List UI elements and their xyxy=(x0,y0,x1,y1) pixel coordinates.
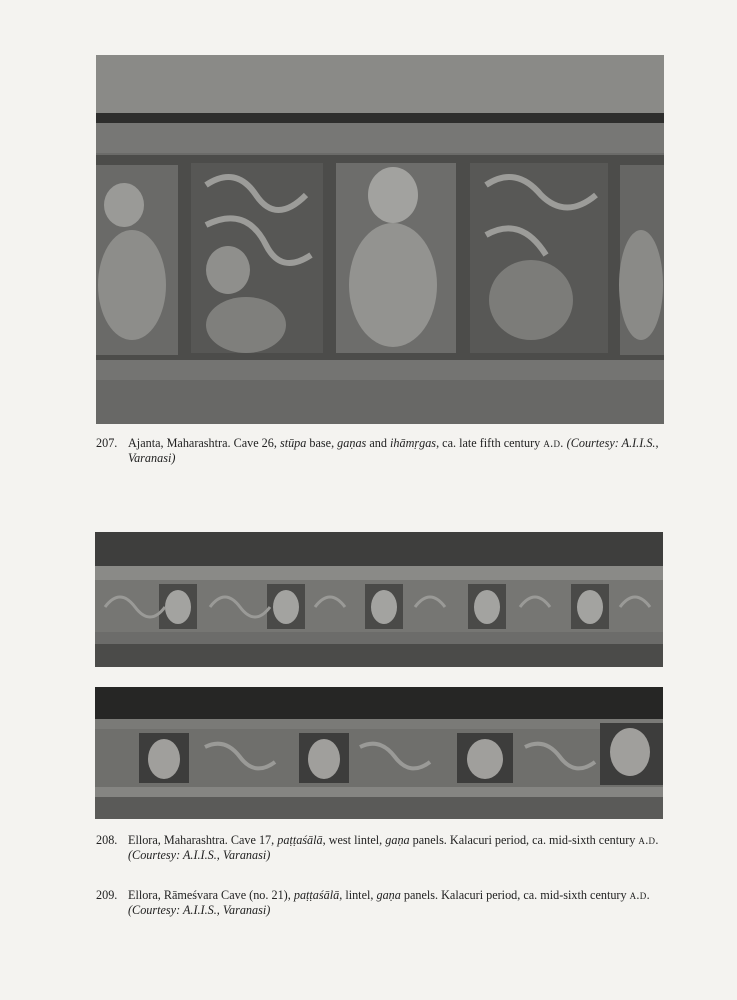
caption-italic-run: gaṇa xyxy=(385,833,410,847)
caption-text-run: Ellora, Rāmeśvara Cave (no. 21), xyxy=(128,888,294,902)
caption-text-run: panels. Kalacuri period, ca. mid-sixth century xyxy=(409,833,639,847)
caption-text-run: Ellora, Maharashtra. Cave 17, xyxy=(128,833,278,847)
figure-caption-208 xyxy=(96,833,676,863)
caption-text-run: base, xyxy=(306,436,338,450)
photo-plate-209 xyxy=(95,687,663,819)
rameshvara-lintel-image xyxy=(95,687,663,819)
caption-smallcaps-run: a.d. xyxy=(629,888,650,902)
stupa-base-relief-image xyxy=(96,55,664,424)
caption-text-run: , lintel, xyxy=(339,888,377,902)
caption-text xyxy=(128,833,676,863)
figure-number: 208. xyxy=(96,833,118,847)
caption-text xyxy=(128,436,676,466)
caption-text xyxy=(128,888,676,918)
caption-text-run: , ca. late fifth century xyxy=(436,436,544,450)
figure-number: 207. xyxy=(96,436,118,450)
caption-italic-run: (Courtesy: A.I.I.S., Varanasi) xyxy=(128,848,271,862)
caption-smallcaps-run: a.d. xyxy=(638,833,659,847)
figure-caption-207 xyxy=(96,436,676,466)
cave-17-lintel-image xyxy=(95,532,663,667)
caption-text-run: and xyxy=(366,436,390,450)
caption-text-run: Ajanta, Maharashtra. Cave 26, xyxy=(128,436,280,450)
photo-plate-208 xyxy=(95,532,663,667)
caption-text-run: panels. Kalacuri period, ca. mid-sixth century xyxy=(400,888,630,902)
caption-italic-run: gaṇas xyxy=(337,436,367,450)
caption-italic-run: (Courtesy: A.I.I.S., Varanasi) xyxy=(128,903,271,917)
caption-italic-run: paṭṭaśālā xyxy=(277,833,323,847)
caption-smallcaps-run: a.d. xyxy=(543,436,564,450)
caption-italic-run: (Courtesy: A.I.I.S., Varanasi) xyxy=(128,436,659,465)
caption-text-run: , west lintel, xyxy=(322,833,386,847)
caption-italic-run: gaṇa xyxy=(376,888,401,902)
caption-italic-run: ihāmṛgas xyxy=(390,436,437,450)
photo-plate-207 xyxy=(96,55,664,424)
figure-number: 209. xyxy=(96,888,118,902)
figure-caption-209 xyxy=(96,888,676,918)
caption-italic-run: paṭṭaśālā xyxy=(293,888,340,902)
caption-italic-run: stūpa xyxy=(279,436,307,450)
